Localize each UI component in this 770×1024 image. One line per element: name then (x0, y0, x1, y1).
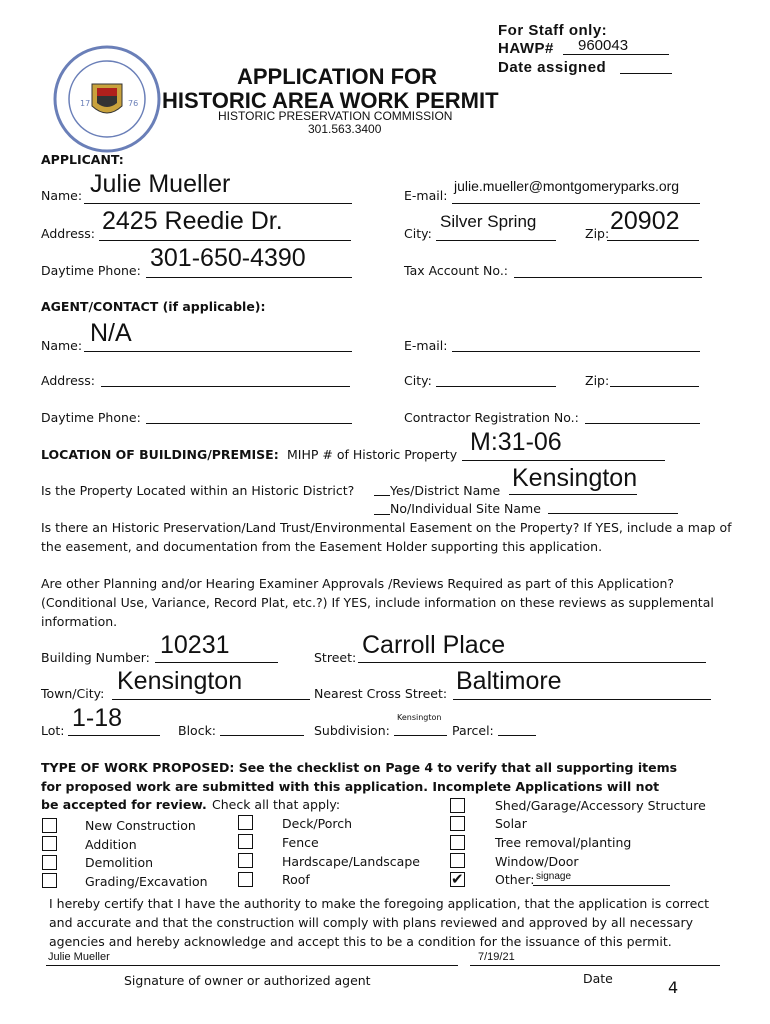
date-assigned-line[interactable] (620, 73, 672, 74)
applicant-email-label: E-mail: (404, 188, 448, 203)
agent-name-line (84, 351, 352, 352)
parcel-line[interactable] (498, 735, 536, 736)
checkbox-new-construction[interactable] (42, 818, 57, 833)
applicant-email-line (452, 203, 700, 204)
district-yes-blank[interactable] (374, 495, 390, 496)
label-fence: Fence (282, 835, 319, 850)
agent-heading: AGENT/CONTACT (if applicable): (41, 299, 266, 314)
subdivision-value[interactable]: Kensington (397, 713, 442, 722)
commission-phone: 301.563.3400 (308, 122, 382, 136)
block-line[interactable] (220, 735, 304, 736)
applicant-city-value[interactable]: Silver Spring (440, 212, 537, 231)
work-heading-line1: TYPE OF WORK PROPOSED: See the checklist on Page 4 to verify that all supporting items (41, 760, 678, 775)
checkbox-shed[interactable] (450, 798, 465, 813)
checkbox-deck-porch[interactable] (238, 815, 253, 830)
label-new-construction: New Construction (85, 818, 196, 833)
contractor-label: Contractor Registration No.: (404, 410, 579, 425)
work-heading-line3: be accepted for review. (41, 797, 207, 812)
hawp-number[interactable]: 960043 (578, 37, 629, 54)
date-label: Date (583, 971, 613, 986)
applicant-email-value[interactable]: julie.mueller@montgomeryparks.org (454, 178, 680, 194)
applicant-city-label: City: (404, 226, 432, 241)
date-line (470, 965, 720, 966)
checkbox-demolition[interactable] (42, 855, 57, 870)
label-tree: Tree removal/planting (495, 835, 632, 850)
applicant-phone-value[interactable]: 301-650-4390 (150, 244, 306, 272)
mihp-label: MIHP # of Historic Property (287, 447, 458, 462)
site-name-line[interactable] (548, 513, 678, 514)
agent-city-label: City: (404, 373, 432, 388)
applicant-phone-label: Daytime Phone: (41, 263, 141, 278)
agent-address-line[interactable] (101, 386, 350, 387)
checkbox-hardscape[interactable] (238, 853, 253, 868)
applicant-zip-label: Zip: (585, 226, 610, 241)
applicant-heading: APPLICANT: (41, 152, 124, 167)
agent-phone-label: Daytime Phone: (41, 410, 141, 425)
contractor-line[interactable] (585, 423, 700, 424)
label-deck-porch: Deck/Porch (282, 816, 353, 831)
applicant-name-line (84, 203, 352, 204)
applicant-address-label: Address: (41, 226, 95, 241)
signature-line (46, 965, 458, 966)
label-shed: Shed/Garage/Accessory Structure (495, 798, 706, 813)
applicant-phone-line (146, 277, 352, 278)
street-value[interactable]: Carroll Place (362, 631, 506, 659)
agent-address-label: Address: (41, 373, 95, 388)
agent-name-value[interactable]: N/A (90, 319, 132, 347)
town-value[interactable]: Kensington (117, 667, 243, 695)
checkbox-addition[interactable] (42, 836, 57, 851)
district-yes-label: Yes/District Name (390, 483, 501, 498)
agent-zip-line[interactable] (610, 386, 699, 387)
town-label: Town/City: (41, 686, 105, 701)
applicant-city-line (436, 240, 556, 241)
approvals-question: Are other Planning and/or Hearing Examiner Approvals /Reviews Required as part of this Application? (Conditional Use, Variance, Record Plat, etc.?) If YES, include information on these reviews as supplemental information. (41, 576, 714, 629)
parcel-label: Parcel: (452, 723, 494, 738)
checkbox-fence[interactable] (238, 834, 253, 849)
applicant-address-value[interactable]: 2425 Reedie Dr. (102, 207, 283, 235)
checkbox-other[interactable] (450, 872, 465, 887)
cross-street-line (453, 699, 711, 700)
building-number-value[interactable]: 10231 (160, 631, 230, 659)
applicant-zip-line (607, 240, 699, 241)
district-no-label: No/Individual Site Name (390, 501, 541, 516)
other-line (533, 885, 670, 886)
checkbox-solar[interactable] (450, 816, 465, 831)
checkbox-grading[interactable] (42, 873, 57, 888)
svg-text:17: 17 (80, 99, 91, 108)
label-grading: Grading/Excavation (85, 874, 208, 889)
subdivision-label: Subdivision: (314, 723, 390, 738)
commission-name: HISTORIC PRESERVATION COMMISSION (218, 109, 453, 123)
district-name-value[interactable]: Kensington (512, 464, 638, 492)
town-line (112, 699, 310, 700)
label-demolition: Demolition (85, 855, 154, 870)
label-hardscape: Hardscape/Landscape (282, 854, 420, 869)
label-roof: Roof (282, 872, 310, 887)
subdivision-line (394, 735, 447, 736)
cross-street-label: Nearest Cross Street: (314, 686, 448, 701)
staff-header: For Staff only: (498, 22, 608, 39)
lot-label: Lot: (41, 723, 65, 738)
cross-street-value[interactable]: Baltimore (456, 667, 562, 695)
agent-zip-label: Zip: (585, 373, 610, 388)
tax-account-label: Tax Account No.: (404, 263, 509, 278)
street-line (358, 662, 706, 663)
checkmark-icon: ✔ (451, 870, 464, 888)
applicant-name-label: Name: (41, 188, 83, 203)
lot-line (68, 735, 160, 736)
block-label: Block: (178, 723, 217, 738)
applicant-name-value[interactable]: Julie Mueller (90, 170, 231, 198)
checkbox-window-door[interactable] (450, 853, 465, 868)
hawp-line (563, 54, 669, 55)
agent-email-label: E-mail: (404, 338, 448, 353)
form-title-line2: HISTORIC AREA WORK PERMIT (162, 88, 499, 113)
street-label: Street: (314, 650, 357, 665)
location-heading: LOCATION OF BUILDING/PREMISE: (41, 447, 279, 462)
signer-name[interactable]: Julie Mueller (48, 951, 110, 963)
signature-label: Signature of owner or authorized agent (124, 973, 371, 988)
work-heading-line2: for proposed work are submitted with this application. Incomplete Applications will not (41, 779, 660, 794)
building-number-label: Building Number: (41, 650, 150, 665)
check-all-note: Check all that apply: (212, 797, 341, 812)
agent-name-label: Name: (41, 338, 83, 353)
tax-account-line[interactable] (514, 277, 702, 278)
applicant-address-line (99, 240, 351, 241)
agent-phone-line[interactable] (146, 423, 352, 424)
hawp-label: HAWP# (498, 40, 554, 57)
building-number-line (155, 662, 278, 663)
form-title-line1: APPLICATION FOR (237, 64, 438, 89)
certification-text: I hereby certify that I have the authority to make the foregoing application, that the application is correct and accurate and that the construction will comply with plans reviewed and approved by all necessary agencies and hereby acknowledge and accept this to be a condition for the issuance of this permit. (49, 896, 710, 949)
signature-date[interactable]: 7/19/21 (478, 951, 515, 963)
svg-text:76: 76 (128, 99, 139, 108)
agent-city-line[interactable] (436, 386, 556, 387)
label-other: Other: (495, 872, 535, 887)
mihp-line (462, 460, 665, 461)
district-name-line (509, 494, 637, 495)
agent-email-line[interactable] (452, 351, 700, 352)
label-solar: Solar (495, 816, 527, 831)
easement-question: Is there an Historic Preservation/Land Trust/Environmental Easement on the Property? If YES, include a map of the easement, and documentation from the Easement Holder supporting this application. (41, 520, 732, 554)
label-window-door: Window/Door (495, 854, 579, 869)
historic-district-question: Is the Property Located within an Historic District? (41, 483, 355, 498)
applicant-zip-value[interactable]: 20902 (610, 207, 680, 235)
county-seal-logo (52, 44, 162, 154)
date-assigned-label: Date assigned (498, 59, 607, 76)
page-number: 4 (668, 978, 679, 997)
district-no-blank[interactable] (374, 514, 390, 515)
label-addition: Addition (85, 837, 137, 852)
lot-value[interactable]: 1-18 (72, 704, 123, 732)
checkbox-roof[interactable] (238, 872, 253, 887)
mihp-value[interactable]: M:31-06 (470, 428, 562, 456)
checkbox-tree[interactable] (450, 835, 465, 850)
other-value[interactable]: signage (536, 871, 572, 882)
